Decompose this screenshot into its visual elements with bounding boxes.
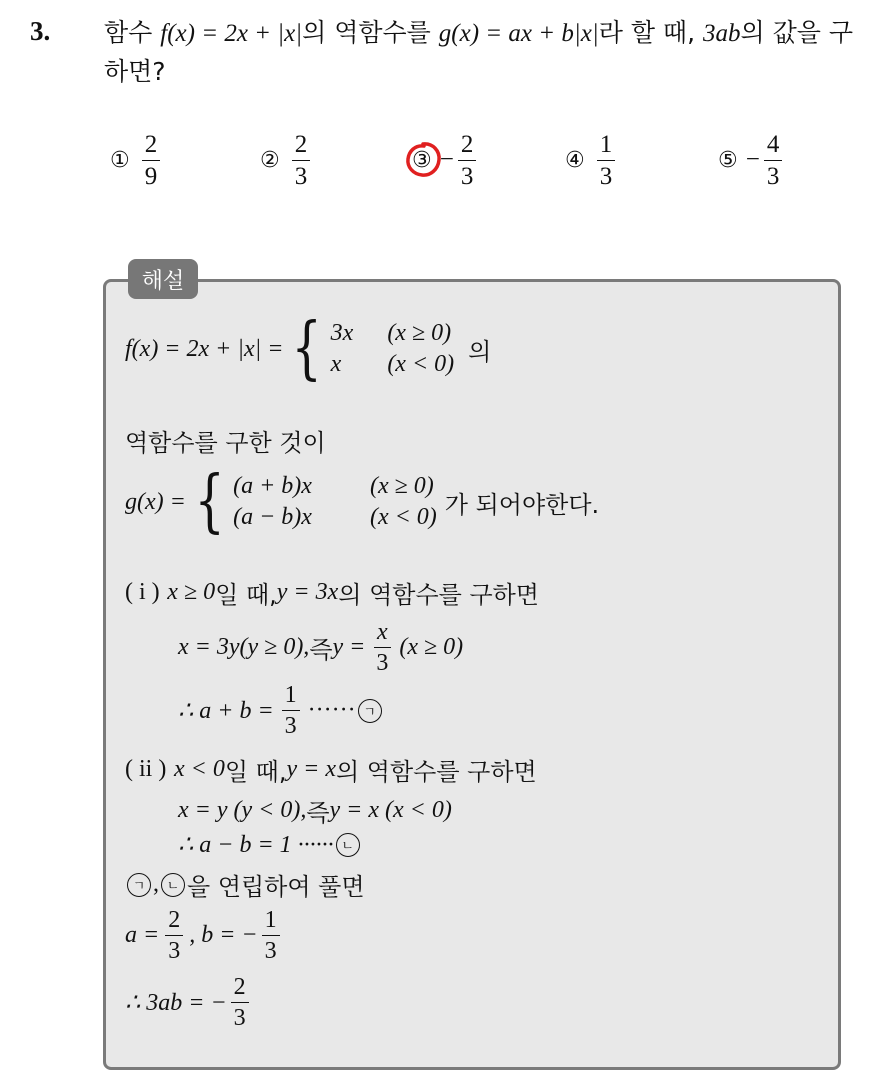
math-text: x = y (y < 0), [178, 797, 307, 823]
choice-fraction [142, 132, 161, 189]
math-text: , b = − [189, 922, 258, 948]
case-cond: (x ≥ 0) [369, 473, 434, 499]
fraction-denominator: 3 [599, 162, 613, 190]
choice-3[interactable] [412, 130, 478, 190]
solution-tag: 해설 [128, 259, 198, 299]
choice-2[interactable] [260, 130, 312, 190]
choice-1[interactable] [110, 130, 162, 190]
solution-f-piecewise [125, 309, 492, 388]
question-number: 3. [30, 16, 51, 46]
case1-math: x ≥ 0 [167, 579, 216, 605]
g-suffix: 가 되어야한다. [444, 490, 600, 519]
comma: , [153, 871, 159, 897]
solution-answer-ab [125, 908, 284, 963]
case-expr: x [330, 351, 342, 377]
case2-math: x < 0 [173, 756, 225, 782]
math-text: a = [125, 922, 160, 948]
solution-case2-line2 [178, 793, 452, 828]
fraction-numerator: 2 [458, 132, 477, 161]
case2-label: ( ii ) [125, 756, 167, 782]
case-expr: 3x [330, 320, 354, 346]
question-text-part: 함수 [104, 18, 161, 47]
fraction [231, 975, 249, 1030]
solution-g-piecewise [125, 462, 600, 541]
fraction [262, 908, 280, 963]
fraction-denominator: 3 [766, 162, 780, 190]
case1-math-y: y = 3x [276, 579, 339, 605]
math-text: ∴ a − b = 1 ······ [178, 832, 334, 858]
choice-number-glyph: ③ [412, 147, 432, 173]
case1-label: ( i ) [125, 579, 160, 605]
circled-mark-1: ㄱ [358, 699, 382, 723]
g-cases [186, 462, 437, 541]
solution-case1-line3 [178, 683, 384, 738]
fraction [373, 620, 391, 675]
fraction-numerator: 2 [142, 132, 161, 161]
case-rows [233, 473, 437, 531]
solution-case2-line3 [178, 830, 362, 859]
case-cond: (x < 0) [387, 351, 455, 377]
solution-solve-line [125, 867, 365, 902]
fraction-numerator: x [374, 620, 391, 648]
question-text-part: 의 역함수를 [302, 18, 439, 47]
case2-text: 의 역함수를 구하면 [335, 758, 537, 786]
dots: ······ [307, 697, 356, 723]
text: 즉 [309, 636, 333, 664]
fraction-denominator: 3 [233, 1005, 246, 1031]
choice-sign: − [439, 146, 454, 173]
fraction-denominator: 3 [264, 938, 277, 964]
fraction-numerator: 1 [282, 683, 300, 711]
case2-text: 일 때, [224, 758, 287, 786]
g-lhs: g(x) = [125, 488, 186, 515]
math-text: (x ≥ 0) [399, 634, 464, 660]
solution-case2-header [125, 752, 537, 787]
fraction-denominator: 3 [294, 162, 308, 190]
selected-circle-mark-icon [403, 140, 443, 180]
case-cond: (x < 0) [369, 504, 437, 530]
case-expr: (a − b)x [233, 504, 312, 530]
math-text: ∴ 3ab = − [125, 990, 227, 1016]
case-cond: (x ≥ 0) [387, 320, 452, 346]
choice-number-selected [412, 148, 432, 173]
solution-case1-line2 [178, 620, 463, 675]
question-math-f: f(x) = 2x + |x| [160, 20, 303, 47]
choice-fraction [458, 132, 477, 189]
circled-mark-2: ㄴ [161, 873, 185, 897]
case-rows [331, 320, 455, 378]
choice-5[interactable] [718, 130, 784, 190]
choice-fraction [292, 132, 311, 189]
fraction-numerator: 2 [165, 908, 183, 936]
question-math-g: g(x) = ax + b|x| [438, 20, 599, 47]
math-text: ∴ a + b = [178, 698, 274, 724]
fraction-denominator: 3 [376, 650, 389, 676]
fraction-numerator: 1 [597, 132, 616, 161]
fraction-denominator: 3 [460, 162, 474, 190]
fraction-denominator: 9 [144, 162, 158, 190]
fraction [282, 683, 300, 738]
case-expr: (a + b)x [233, 473, 312, 499]
solution-final [125, 975, 253, 1030]
choice-number: ① [110, 147, 130, 173]
case1-text: 의 역함수를 구하면 [338, 581, 539, 609]
choice-4[interactable] [565, 130, 617, 190]
f-lhs: f(x) = 2x + |x| = [125, 335, 284, 362]
fraction-numerator: 4 [764, 132, 783, 161]
fraction-numerator: 2 [292, 132, 311, 161]
choice-fraction [764, 132, 783, 189]
case2-math-y: y = x [286, 756, 336, 782]
choice-fraction [597, 132, 616, 189]
math-text: x = 3y(y ≥ 0), [178, 634, 310, 660]
circled-mark-2: ㄴ [336, 833, 360, 857]
math-text: y = [332, 634, 366, 660]
fraction-numerator: 2 [231, 975, 249, 1003]
left-brace: { [291, 309, 323, 388]
fraction-denominator: 3 [168, 938, 181, 964]
circled-mark-1: ㄱ [127, 873, 151, 897]
left-brace: { [194, 462, 225, 541]
text: 즉 [306, 799, 330, 827]
question-math-3ab: 3ab [702, 20, 741, 47]
choice-number: ⑤ [718, 147, 738, 173]
fraction-denominator: 3 [284, 713, 297, 739]
math-text: y = x (x < 0) [329, 797, 452, 823]
choice-number: ④ [565, 147, 585, 173]
question-text-part: 라 할 때, [598, 18, 703, 47]
solution-line-inverse: 역함수를 구한 것이 [125, 429, 326, 457]
solve-text: 을 연립하여 풀면 [187, 873, 365, 901]
question-text [104, 14, 874, 91]
f-suffix: 의 [468, 337, 492, 366]
fraction [165, 908, 183, 963]
case1-text: 일 때, [215, 581, 277, 609]
choice-sign: − [745, 146, 760, 173]
choice-number: ② [260, 147, 280, 173]
question-text-part: 의 값을 구하면? [104, 18, 853, 86]
f-cases [283, 309, 455, 388]
fraction-numerator: 1 [262, 908, 280, 936]
solution-case1-header [125, 575, 539, 610]
